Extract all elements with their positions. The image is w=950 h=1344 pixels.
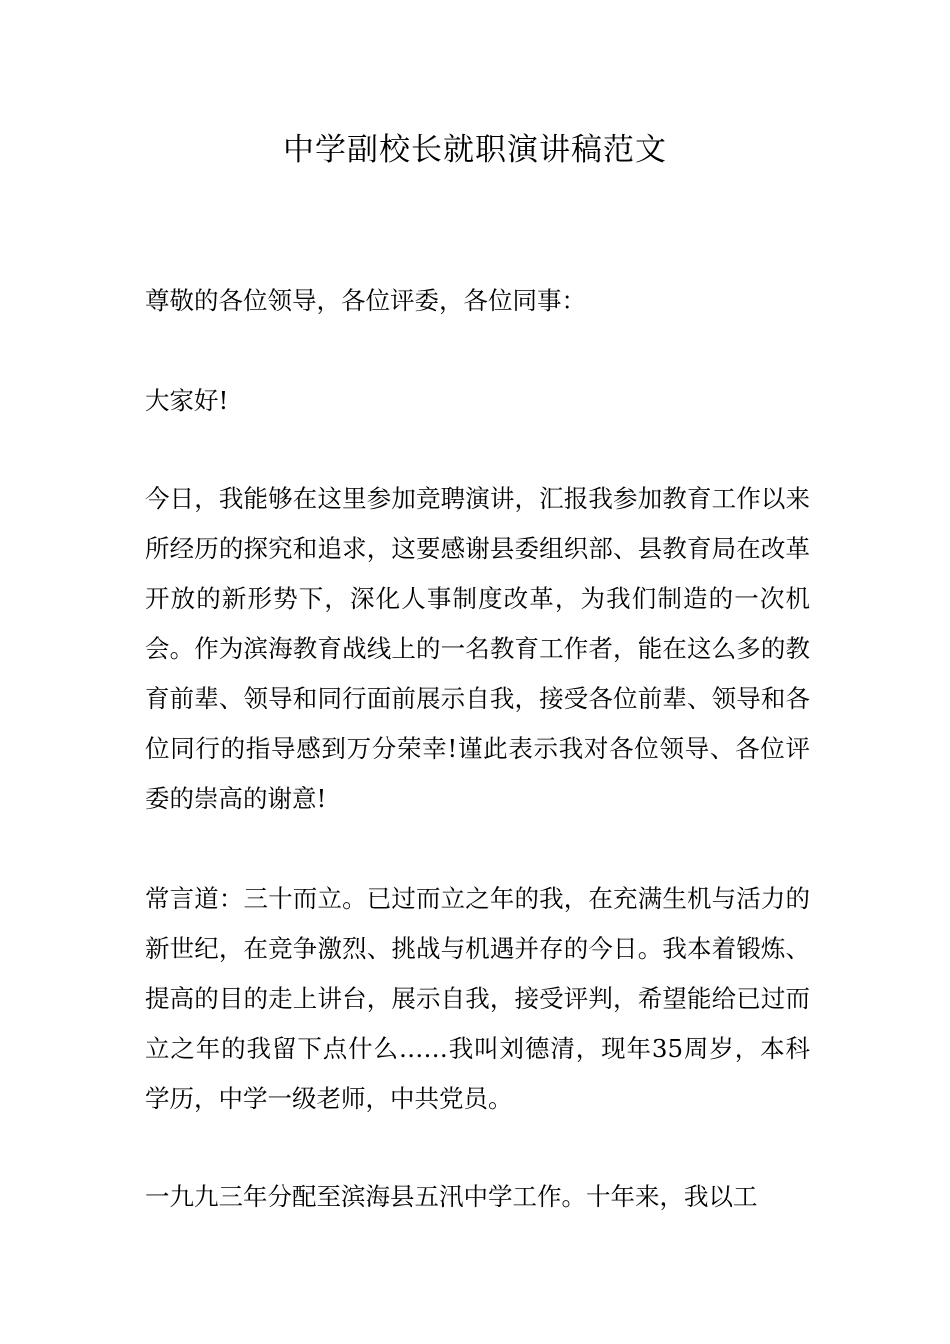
paragraph-work-history: 一九九三年分配至滨海县五汛中学工作。十年来，我以工 — [145, 1182, 758, 1211]
document-title: 中学副校长就职演讲稿范文 — [283, 132, 667, 168]
paragraph-salutation: 尊敬的各位领导，各位评委，各位同事： — [145, 286, 586, 315]
paragraph-self-introduction: 常言道：三十而立。已过而立之年的我，在充满生机与活力的新世纪，在竞争激烈、挑战与机遇并存的今日。我本着锻炼、提高的目的走上讲台，展示自我，接受评判，希望能给已过而立之年的我留下点什么……我叫刘德清，现年35周岁，本科学历，中学一级老师，中共党员。 — [145, 884, 810, 1113]
paragraph-greeting: 大家好! — [145, 386, 229, 415]
paragraph-opening: 今日，我能够在这里参加竞聘演讲，汇报我参加教育工作以来所经历的探究和追求，这要感谢县委组织部、县教育局在改革开放的新形势下，深化人事制度改革，为我们制造的一次机会。作为滨海教育战线上的一名教育工作者，能在这么多的教育前辈、领导和同行面前展示自我，接受各位前辈、领导和各位同行的指导感到万分荣幸!谨此表示我对各位领导、各位评委的崇高的谢意! — [145, 484, 810, 813]
